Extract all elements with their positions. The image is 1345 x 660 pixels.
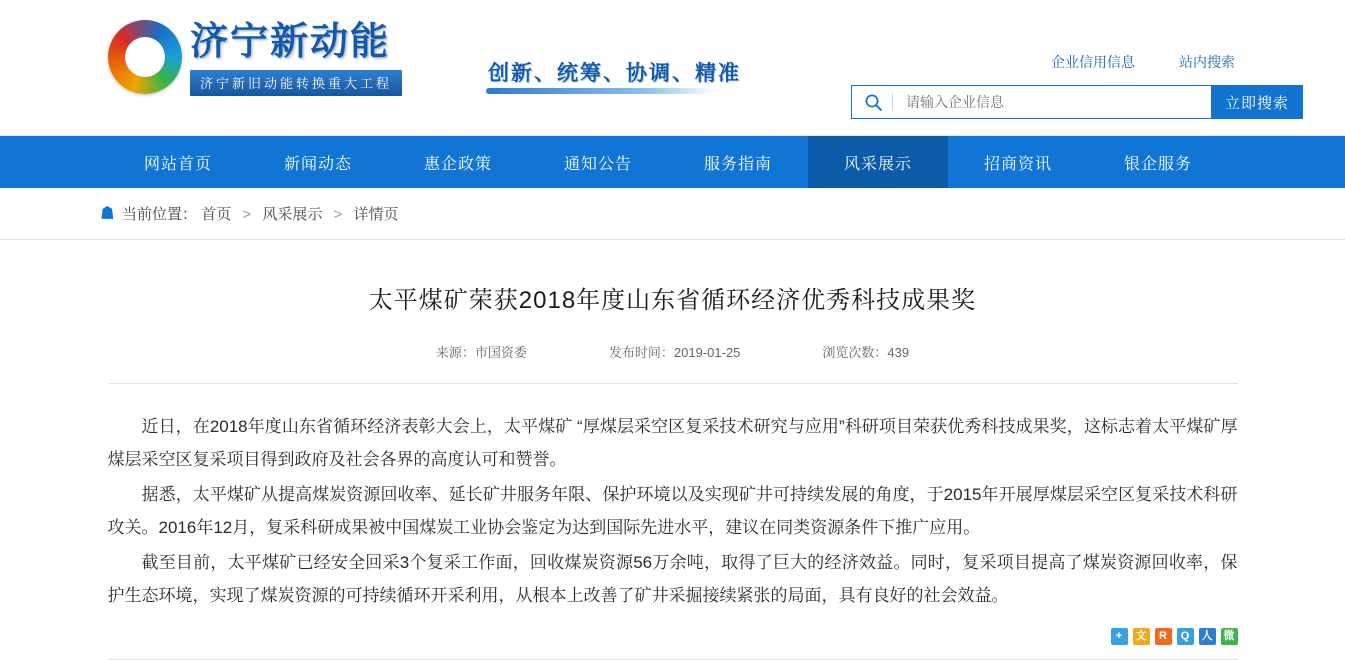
logo-text: [190, 18, 402, 96]
nav-item-showcase[interactable]: 风采展示: [808, 136, 948, 188]
header-search: [851, 85, 1303, 119]
article-body: [108, 410, 1238, 612]
breadcrumb-item-showcase[interactable]: 风采展示: [262, 206, 323, 223]
site-header: [0, 0, 1345, 136]
home-icon: ☗: [100, 205, 116, 222]
breadcrumb-item-home[interactable]: 首页: [201, 206, 232, 223]
breadcrumb-prefix: 当前位置：: [122, 206, 198, 223]
link-site-search[interactable]: 站内搜索: [1179, 54, 1235, 70]
search-input[interactable]: [904, 93, 1211, 111]
share-bar: [108, 628, 1238, 645]
share-wenku-icon[interactable]: 文: [1133, 628, 1150, 645]
nav-item-notice[interactable]: 通知公告: [563, 155, 632, 173]
nav-item-investment[interactable]: 招商资讯: [983, 155, 1052, 173]
article: [108, 240, 1238, 660]
article-paragraph: 截至目前，太平煤矿已经安全回采3个复采工作面，回收煤炭资源56万余吨，取得了巨大的经济效益。同时，复采项目提高了煤炭资源回收率，保护生态环境，实现了煤炭资源的可持续循环开采利用，从根本上改善了矿井采掘接续紧张的局面，具有良好的社会效益。: [107, 553, 1238, 605]
share-renren-icon[interactable]: 人: [1199, 628, 1216, 645]
search-icon: [864, 93, 883, 112]
nav-item-policy[interactable]: 惠企政策: [423, 155, 492, 173]
nav-item-bank-service[interactable]: 银企服务: [1123, 155, 1192, 173]
search-box[interactable]: [851, 85, 1211, 119]
meta-source: 来源：市国资委: [435, 345, 527, 360]
site-logo[interactable]: [108, 18, 402, 96]
link-enterprise-credit[interactable]: 企业信用信息: [1051, 54, 1135, 70]
breadcrumb-item-detail: 详情页: [353, 206, 399, 223]
site-slogan: 创新、统筹、协调、精准: [488, 62, 741, 85]
meta-publish-time: 发布时间：2019-01-25: [608, 345, 741, 360]
meta-views: 浏览次数：439: [822, 345, 910, 360]
breadcrumb-separator-2: >: [333, 206, 343, 223]
search-submit-button[interactable]: 立即搜索: [1211, 85, 1303, 119]
search-divider: [892, 93, 893, 111]
logo-subtitle: 济宁新旧动能转换重大工程: [190, 70, 402, 96]
share-weixin-icon[interactable]: 微: [1221, 628, 1238, 645]
slogan-underline-decoration: [486, 88, 716, 94]
main-nav: [0, 136, 1345, 188]
page-title: 太平煤矿荣获2018年度山东省循环经济优秀科技成果奖: [368, 287, 977, 314]
swirl-logo-icon: [108, 20, 182, 94]
nav-item-news[interactable]: 新闻动态: [283, 155, 352, 173]
meta-divider: [108, 383, 1238, 384]
breadcrumb-separator-1: >: [242, 206, 252, 223]
breadcrumb: [0, 188, 1345, 240]
article-paragraph: 近日，在2018年度山东省循环经济表彰大会上，太平煤矿 “厚煤层采空区复采技术研究与应用”科研项目荣获优秀科技成果奖，这标志着太平煤矿厚煤层采空区复采项目得到政府及社会各界的高度认可和赞誉。: [107, 417, 1238, 469]
article-meta: [108, 342, 1238, 361]
logo-title: 济宁新动能: [190, 21, 391, 63]
header-top-links: [1051, 52, 1235, 72]
share-rss-icon[interactable]: R: [1155, 628, 1172, 645]
nav-item-guide[interactable]: 服务指南: [703, 155, 772, 173]
share-qzone-icon[interactable]: Q: [1177, 628, 1194, 645]
nav-item-home[interactable]: 网站首页: [143, 155, 212, 173]
article-paragraph: 据悉，太平煤矿从提高煤炭资源回收率、延长矿井服务年限、保护环境以及实现矿井可持续发展的角度，于2015年开展厚煤层采空区复采技术科研攻关。2016年12月，复采科研成果被中国煤炭工业协会鉴定为达到国际先进水平，建议在同类资源条件下推广应用。: [107, 485, 1238, 537]
share-more-icon[interactable]: +: [1111, 628, 1128, 645]
